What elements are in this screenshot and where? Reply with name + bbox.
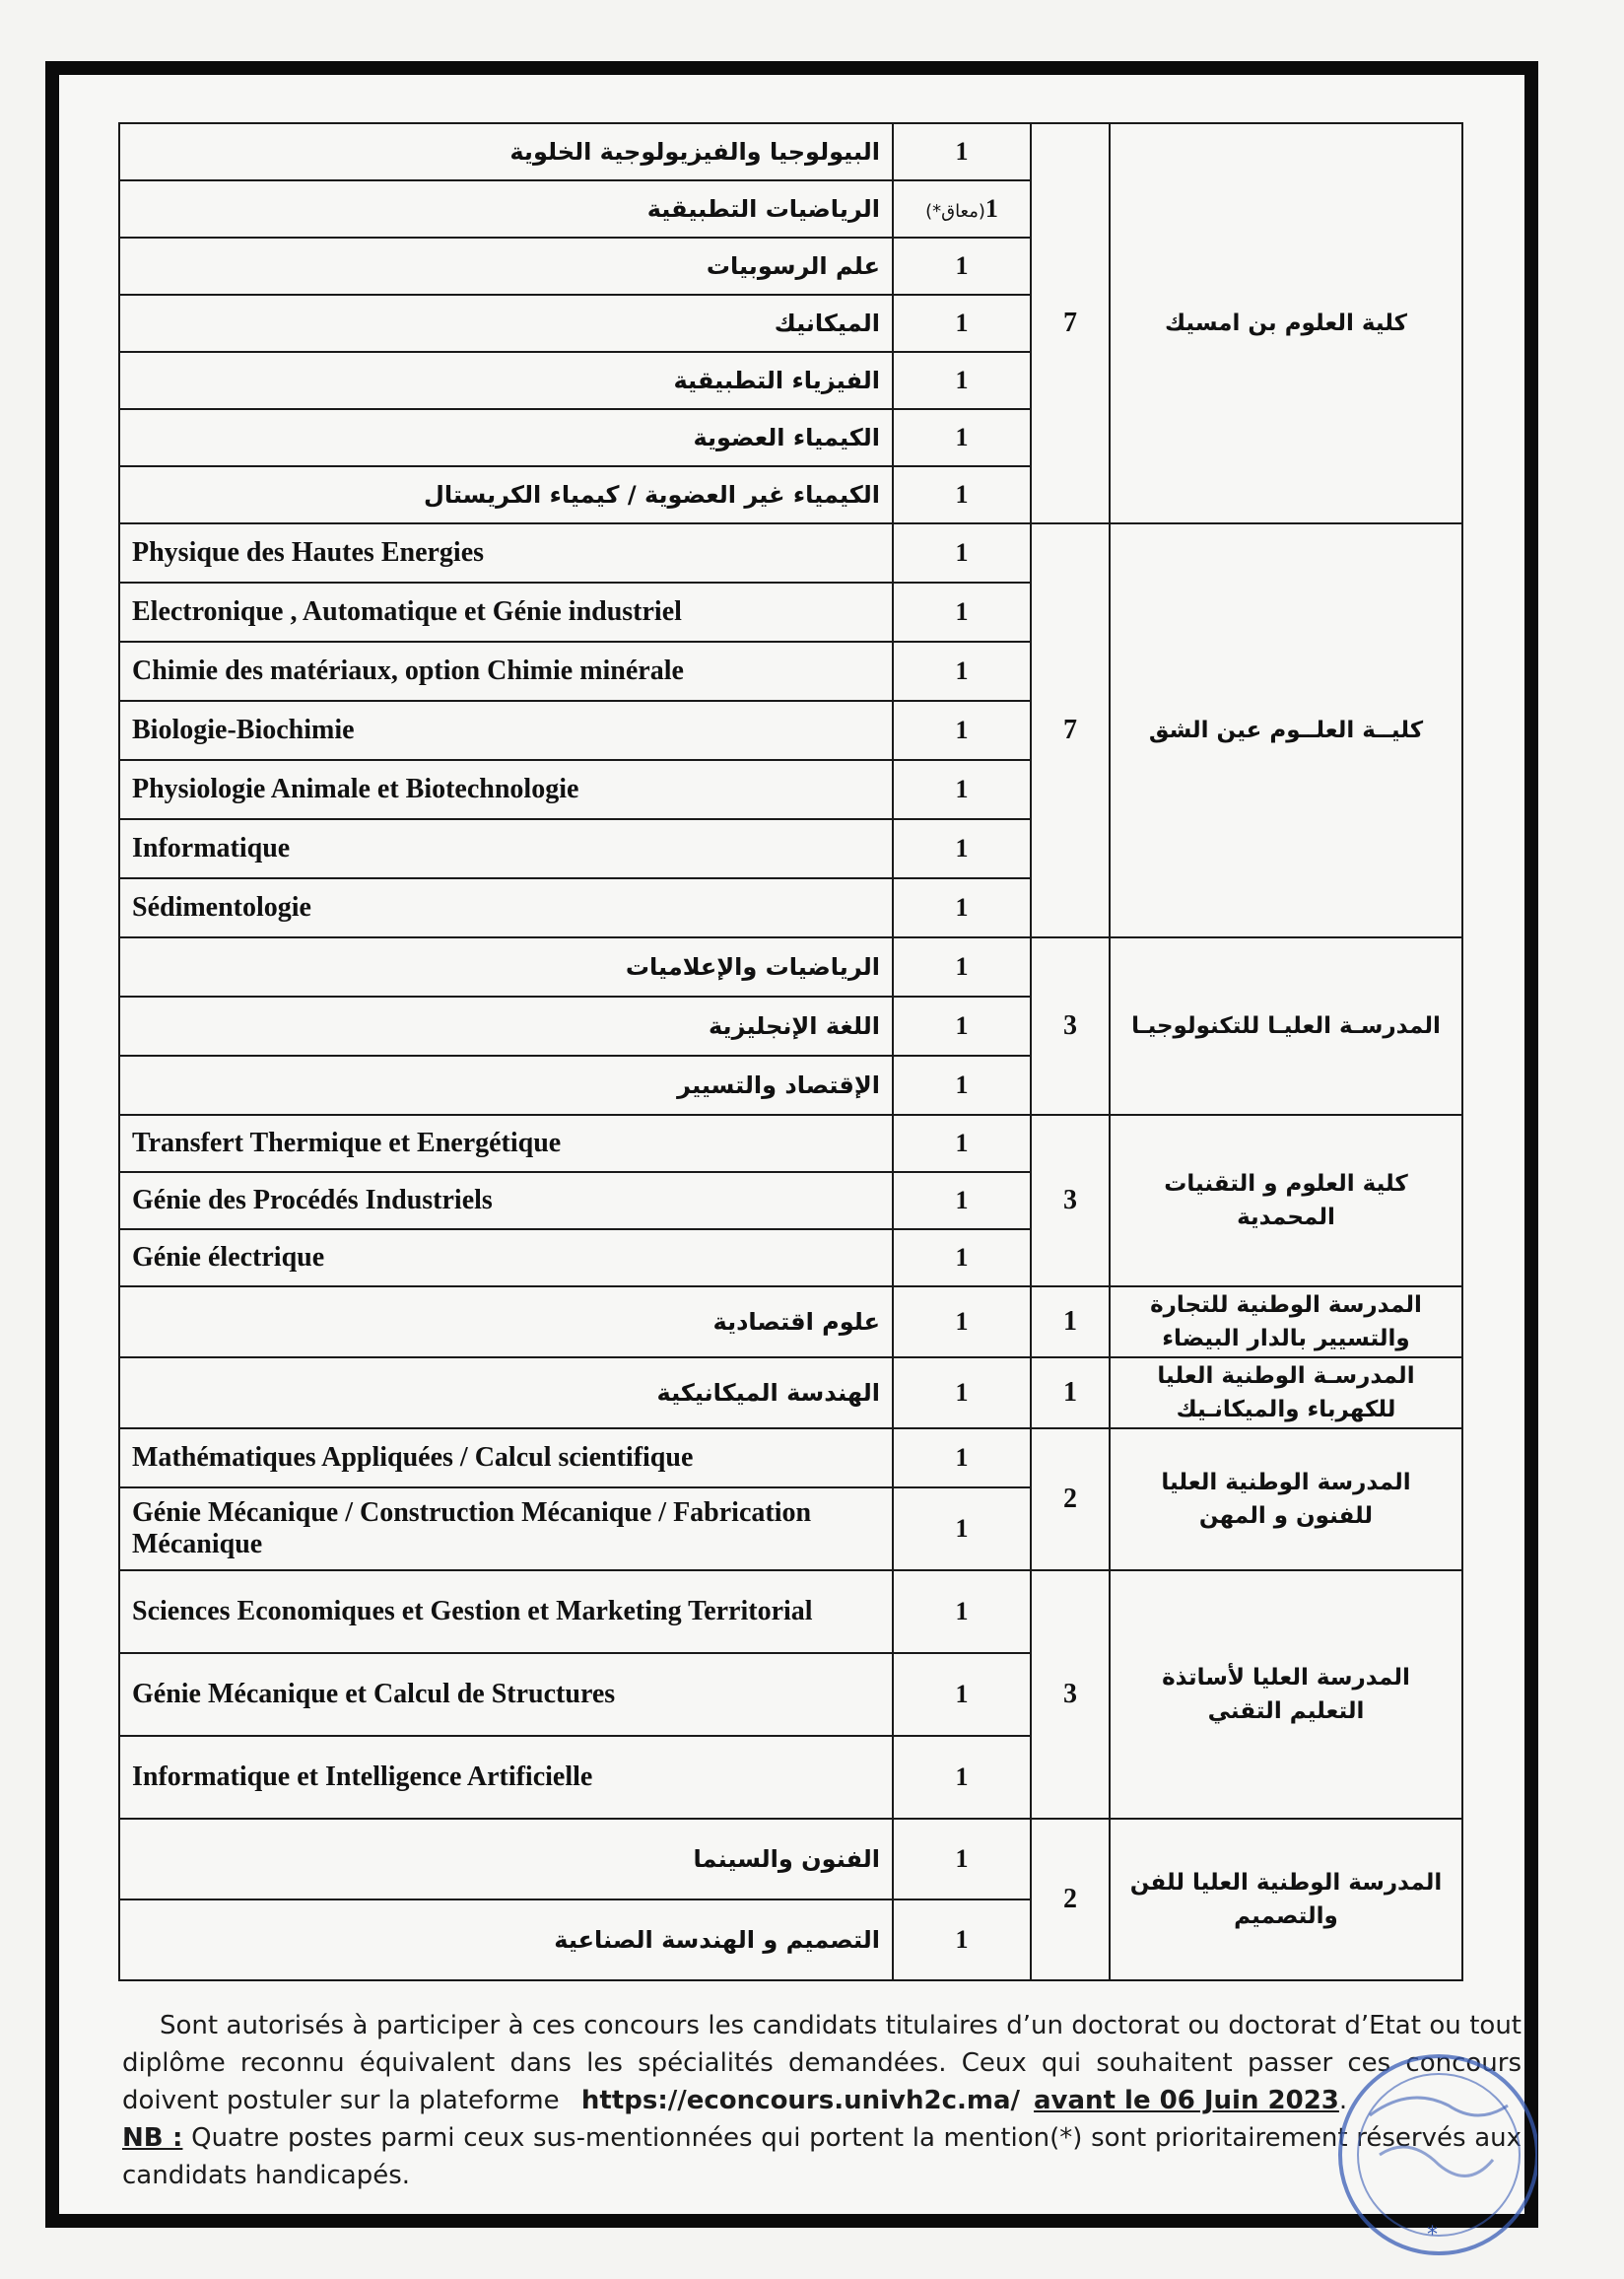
posts-count: 1 bbox=[955, 538, 969, 567]
footer-notice bbox=[122, 2007, 1522, 2194]
specialty-cell: Génie électrique bbox=[119, 1229, 893, 1286]
institution-total-cell: 7 bbox=[1031, 523, 1110, 937]
svg-text:*: * bbox=[1427, 2223, 1438, 2247]
posts-count-cell bbox=[893, 352, 1031, 409]
posts-count-cell bbox=[893, 642, 1031, 701]
posts-count: 1 bbox=[955, 1070, 969, 1099]
posts-count: 1 bbox=[955, 1378, 969, 1407]
posts-count-cell bbox=[893, 409, 1031, 466]
posts-count: 1 bbox=[955, 1680, 969, 1708]
table-row bbox=[119, 1115, 1462, 1172]
posts-count: 1 bbox=[955, 1443, 969, 1472]
table-row bbox=[119, 1570, 1462, 1653]
specialty-cell: Transfert Thermique et Energétique bbox=[119, 1115, 893, 1172]
deadline: avant le 06 Juin 2023 bbox=[1034, 2086, 1339, 2115]
posts-count-cell bbox=[893, 1899, 1031, 1980]
institution-total-cell: 7 bbox=[1031, 123, 1110, 523]
specialty-cell: Electronique , Automatique et Génie industriel bbox=[119, 583, 893, 642]
eligibility-paragraph: Sont autorisés à participer à ces concours les candidats titulaires d’un doctorat ou doctorat d’Etat ou tout diplôme reconnu équivalent dans les spécialités demandées. Ceux qui souhaitent passer ces concours doivent postuler sur la plateforme https://econcours.univh2c.ma/ avant le 06 Juin 2023. bbox=[122, 2011, 1522, 2115]
specialty-cell: الكيمياء العضوية bbox=[119, 409, 893, 466]
institution-name-cell: المدرسة العليا لأساتذة التعليم التقني bbox=[1110, 1570, 1462, 1819]
eligibility-text: Sont autorisés à participer à ces concours les candidats titulaires d’un doctorat ou doctorat d’Etat ou tout diplôme reconnu équivalent dans les spécialités demandées. Ceux qui souhaitent passer ces concours doivent postuler sur la plateforme bbox=[122, 2011, 1522, 2115]
institution-total-cell: 1 bbox=[1031, 1286, 1110, 1357]
table-row bbox=[119, 1819, 1462, 1899]
posts-count: 1 bbox=[955, 834, 969, 863]
specialty-cell: Chimie des matériaux, option Chimie minérale bbox=[119, 642, 893, 701]
nb-text: Quatre postes parmi ceux sus-mentionnées qui portent la mention(*) sont prioritairement réservés aux candidats handicapés. bbox=[122, 2123, 1522, 2190]
posts-table bbox=[118, 122, 1463, 1981]
specialty-cell: Génie Mécanique et Calcul de Structures bbox=[119, 1653, 893, 1736]
posts-count: 1 bbox=[955, 1307, 969, 1336]
specialty-cell: Physiologie Animale et Biotechnologie bbox=[119, 760, 893, 819]
posts-count-cell bbox=[893, 1286, 1031, 1357]
posts-count: 1 bbox=[955, 597, 969, 626]
posts-count-cell bbox=[893, 937, 1031, 997]
posts-count-cell bbox=[893, 1357, 1031, 1428]
posts-count-cell bbox=[893, 1570, 1031, 1653]
posts-count-cell bbox=[893, 1736, 1031, 1819]
specialty-cell: الرياضيات التطبيقية bbox=[119, 180, 893, 238]
posts-count: 1 bbox=[955, 1186, 969, 1214]
posts-count-cell bbox=[893, 1428, 1031, 1487]
posts-count: 1 bbox=[955, 716, 969, 744]
posts-count-cell bbox=[893, 466, 1031, 523]
posts-count-cell bbox=[893, 583, 1031, 642]
specialty-cell: علم الرسوبيات bbox=[119, 238, 893, 295]
posts-count-cell bbox=[893, 523, 1031, 583]
posts-count-cell bbox=[893, 295, 1031, 352]
posts-count: 1 bbox=[955, 251, 969, 280]
posts-count: 1 bbox=[955, 1925, 969, 1954]
specialty-cell: Sédimentologie bbox=[119, 878, 893, 937]
table-row bbox=[119, 1286, 1462, 1357]
specialty-cell: Informatique bbox=[119, 819, 893, 878]
posts-count: 1 bbox=[955, 309, 969, 337]
table-row bbox=[119, 123, 1462, 180]
posts-count-cell bbox=[893, 1653, 1031, 1736]
specialty-cell: الهندسة الميكانيكية bbox=[119, 1357, 893, 1428]
specialty-cell: التصميم و الهندسة الصناعية bbox=[119, 1899, 893, 1980]
posts-count: 1 bbox=[955, 893, 969, 922]
institution-total-cell: 3 bbox=[1031, 1115, 1110, 1286]
specialty-cell: الميكانيك bbox=[119, 295, 893, 352]
posts-count-cell bbox=[893, 760, 1031, 819]
posts-count: 1 bbox=[955, 1129, 969, 1157]
posts-count-cell bbox=[893, 1115, 1031, 1172]
posts-count-cell bbox=[893, 123, 1031, 180]
specialty-cell: Mathématiques Appliquées / Calcul scientifique bbox=[119, 1428, 893, 1487]
posts-count: 1 bbox=[955, 137, 969, 166]
institution-total-cell: 2 bbox=[1031, 1428, 1110, 1570]
table-row bbox=[119, 1428, 1462, 1487]
specialty-cell: الإقتصاد والتسيير bbox=[119, 1056, 893, 1115]
institution-name-cell: المدرسـة العليـا للتكنولوجيـا bbox=[1110, 937, 1462, 1115]
institution-total-cell: 3 bbox=[1031, 1570, 1110, 1819]
posts-count-cell bbox=[893, 1229, 1031, 1286]
institution-name-cell: المدرسة الوطنية العليا للفنون و المهن bbox=[1110, 1428, 1462, 1570]
institution-name-cell: المدرسـة الوطنية العليا للكهرباء والميكانـيك bbox=[1110, 1357, 1462, 1428]
specialty-cell: Génie Mécanique / Construction Mécanique / Fabrication Mécanique bbox=[119, 1487, 893, 1570]
posts-count: 1 bbox=[955, 952, 969, 981]
specialty-cell: Génie des Procédés Industriels bbox=[119, 1172, 893, 1229]
posts-count: 1 bbox=[955, 656, 969, 685]
specialty-cell: Informatique et Intelligence Artificielle bbox=[119, 1736, 893, 1819]
handicap-note: (*معاق) bbox=[925, 201, 985, 222]
table-row bbox=[119, 1357, 1462, 1428]
nb-note bbox=[122, 2119, 1522, 2194]
specialty-cell: علوم اقتصادية bbox=[119, 1286, 893, 1357]
posts-count-cell bbox=[893, 701, 1031, 760]
specialty-cell: البيولوجيا والفيزيولوجية الخلوية bbox=[119, 123, 893, 180]
posts-count-cell bbox=[893, 238, 1031, 295]
posts-count: 1 bbox=[955, 366, 969, 394]
specialty-cell: اللغة الإنجليزية bbox=[119, 997, 893, 1056]
table-row bbox=[119, 523, 1462, 583]
specialty-cell: الكيمياء غير العضوية / كيمياء الكريستال bbox=[119, 466, 893, 523]
posts-count: 1 bbox=[955, 775, 969, 803]
specialty-cell: Physique des Hautes Energies bbox=[119, 523, 893, 583]
posts-count-cell bbox=[893, 819, 1031, 878]
posts-count: 1 bbox=[955, 1597, 969, 1625]
institution-total-cell: 1 bbox=[1031, 1357, 1110, 1428]
institution-name-cell: كلية العلوم و التقنيات المحمدية bbox=[1110, 1115, 1462, 1286]
institution-name-cell: كليــة العلــوم عين الشق bbox=[1110, 523, 1462, 937]
posts-count-cell bbox=[893, 997, 1031, 1056]
specialty-cell: الفنون والسينما bbox=[119, 1819, 893, 1899]
posts-count: 1 bbox=[984, 194, 998, 223]
institution-total-cell: 3 bbox=[1031, 937, 1110, 1115]
specialty-cell: الرياضيات والإعلاميات bbox=[119, 937, 893, 997]
institution-total-cell: 2 bbox=[1031, 1819, 1110, 1980]
posts-count: 1 bbox=[955, 1844, 969, 1873]
table-row bbox=[119, 937, 1462, 997]
specialty-cell: الفيزياء التطبيقية bbox=[119, 352, 893, 409]
posts-count-cell bbox=[893, 180, 1031, 238]
institution-name-cell: كلية العلوم بن امسيك bbox=[1110, 123, 1462, 523]
posts-count-cell bbox=[893, 1172, 1031, 1229]
specialty-cell: Sciences Economiques et Gestion et Marketing Territorial bbox=[119, 1570, 893, 1653]
posts-count-cell bbox=[893, 878, 1031, 937]
posts-count: 1 bbox=[955, 480, 969, 509]
institution-name-cell: المدرسة الوطنية للتجارة والتسيير بالدار البيضاء bbox=[1110, 1286, 1462, 1357]
posts-count: 1 bbox=[955, 423, 969, 451]
posts-count: 1 bbox=[955, 1011, 969, 1040]
posts-count-cell bbox=[893, 1056, 1031, 1115]
posts-count: 1 bbox=[955, 1762, 969, 1791]
application-url[interactable]: https://econcours.univh2c.ma/ bbox=[580, 2086, 1021, 2115]
posts-count-cell bbox=[893, 1819, 1031, 1899]
specialty-cell: Biologie-Biochimie bbox=[119, 701, 893, 760]
institution-name-cell: المدرسة الوطنية العليا للفن والتصميم bbox=[1110, 1819, 1462, 1980]
nb-label: NB : bbox=[122, 2123, 183, 2153]
posts-count-cell bbox=[893, 1487, 1031, 1570]
posts-count: 1 bbox=[955, 1243, 969, 1272]
posts-count: 1 bbox=[955, 1514, 969, 1543]
